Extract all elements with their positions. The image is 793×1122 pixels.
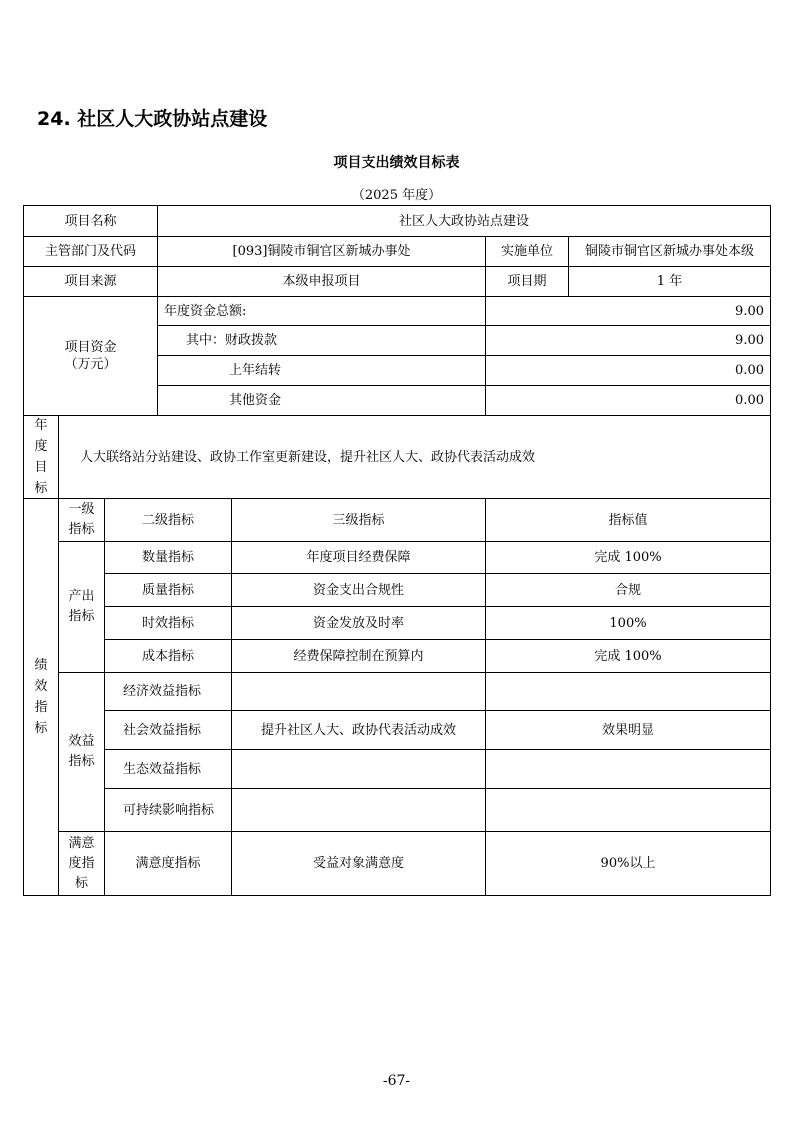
benefit-value bbox=[486, 673, 770, 710]
project-name-label: 项目名称 bbox=[64, 213, 117, 229]
table-title: 项目支出绩效目标表 bbox=[333, 155, 460, 171]
perf-label: 绩效指标 bbox=[34, 658, 48, 736]
output-l3: 年度项目经费保障 bbox=[306, 550, 411, 565]
header-l3: 三级指标 bbox=[332, 512, 385, 528]
benefit-label-cell bbox=[59, 673, 104, 831]
output-value: 100% bbox=[609, 615, 647, 631]
benefit-value bbox=[486, 789, 770, 831]
benefit-l3 bbox=[232, 750, 485, 788]
benefit-l2: 经济效益指标 bbox=[123, 684, 202, 699]
funds-other-value: 0.00 bbox=[735, 393, 764, 408]
impl-value: 铜陵市铜官区新城办事处本级 bbox=[584, 244, 754, 259]
project-name-value: 社区人大政协站点建设 bbox=[398, 213, 529, 229]
table-year: （2025 年度） bbox=[351, 188, 442, 203]
dept-value: [093]铜陵市铜官区新城办事处 bbox=[232, 244, 411, 259]
benefit-l3 bbox=[232, 673, 485, 710]
output-l2: 成本指标 bbox=[141, 648, 194, 664]
section-heading: 24. 社区人大政协站点建设 bbox=[37, 108, 268, 130]
satisfaction-l3: 受益对象满意度 bbox=[312, 856, 404, 871]
output-l3: 资金发放及时率 bbox=[312, 615, 404, 631]
funds-total-label: 年度资金总额: bbox=[164, 303, 247, 319]
satisfaction-l2: 满意度指标 bbox=[135, 856, 201, 871]
period-value: 1 年 bbox=[656, 274, 683, 289]
goal-label-cell bbox=[24, 416, 58, 498]
funds-label-cell bbox=[24, 297, 157, 415]
output-value: 合规 bbox=[614, 582, 641, 598]
output-label: 产出指标 bbox=[68, 589, 95, 624]
benefit-value bbox=[486, 750, 770, 788]
benefit-label: 效益指标 bbox=[68, 734, 95, 769]
funds-fiscal-value: 9.00 bbox=[735, 333, 764, 348]
dept-label: 主管部门及代码 bbox=[44, 244, 136, 259]
header-l2: 二级指标 bbox=[141, 512, 194, 528]
funds-carryover-value: 0.00 bbox=[735, 363, 764, 378]
perf-label-cell bbox=[24, 499, 58, 895]
benefit-l2: 社会效益指标 bbox=[123, 722, 202, 738]
funds-label: 项目资金 bbox=[64, 340, 117, 355]
period-label: 项目期 bbox=[507, 274, 547, 289]
output-label-cell bbox=[59, 542, 104, 672]
benefit-l2: 可持续影响指标 bbox=[123, 802, 215, 818]
benefit-value: 效果明显 bbox=[601, 722, 654, 738]
satisfaction-label: 满意度指标 bbox=[68, 835, 95, 891]
benefit-l2: 生态效益指标 bbox=[123, 761, 202, 777]
funds-fiscal-label: 其中：财政拨款 bbox=[186, 333, 278, 348]
goal-label: 年度目标 bbox=[34, 418, 48, 496]
output-value: 完成 100% bbox=[594, 648, 662, 664]
output-l3: 经费保障控制在预算内 bbox=[293, 648, 424, 664]
source-label: 项目来源 bbox=[64, 274, 117, 289]
page-number: -67- bbox=[382, 1073, 411, 1089]
source-value: 本级申报项目 bbox=[282, 274, 361, 289]
satisfaction-value: 90%以上 bbox=[600, 856, 656, 871]
header-l1: 一级指标 bbox=[68, 502, 95, 537]
funds-other-label: 其他资金 bbox=[229, 393, 282, 408]
funds-total-value: 9.00 bbox=[735, 303, 764, 319]
impl-label: 实施单位 bbox=[500, 244, 553, 259]
output-l2: 时效指标 bbox=[141, 615, 194, 631]
benefit-l3: 提升社区人大、政协代表活动成效 bbox=[260, 722, 456, 738]
header-value: 指标值 bbox=[608, 512, 648, 528]
output-l2: 数量指标 bbox=[141, 550, 194, 565]
satisfaction-label-cell bbox=[59, 832, 104, 895]
output-l2: 质量指标 bbox=[141, 582, 194, 598]
output-l3: 资金支出合规性 bbox=[312, 582, 404, 598]
funds-carryover-label: 上年结转 bbox=[229, 363, 282, 378]
output-value: 完成 100% bbox=[594, 550, 662, 565]
benefit-l3 bbox=[232, 789, 485, 831]
goal-text: 人大联络站分站建设、政协工作室更新建设，提升社区人大、政协代表活动成效 bbox=[80, 449, 536, 465]
funds-unit: （万元） bbox=[64, 357, 117, 372]
